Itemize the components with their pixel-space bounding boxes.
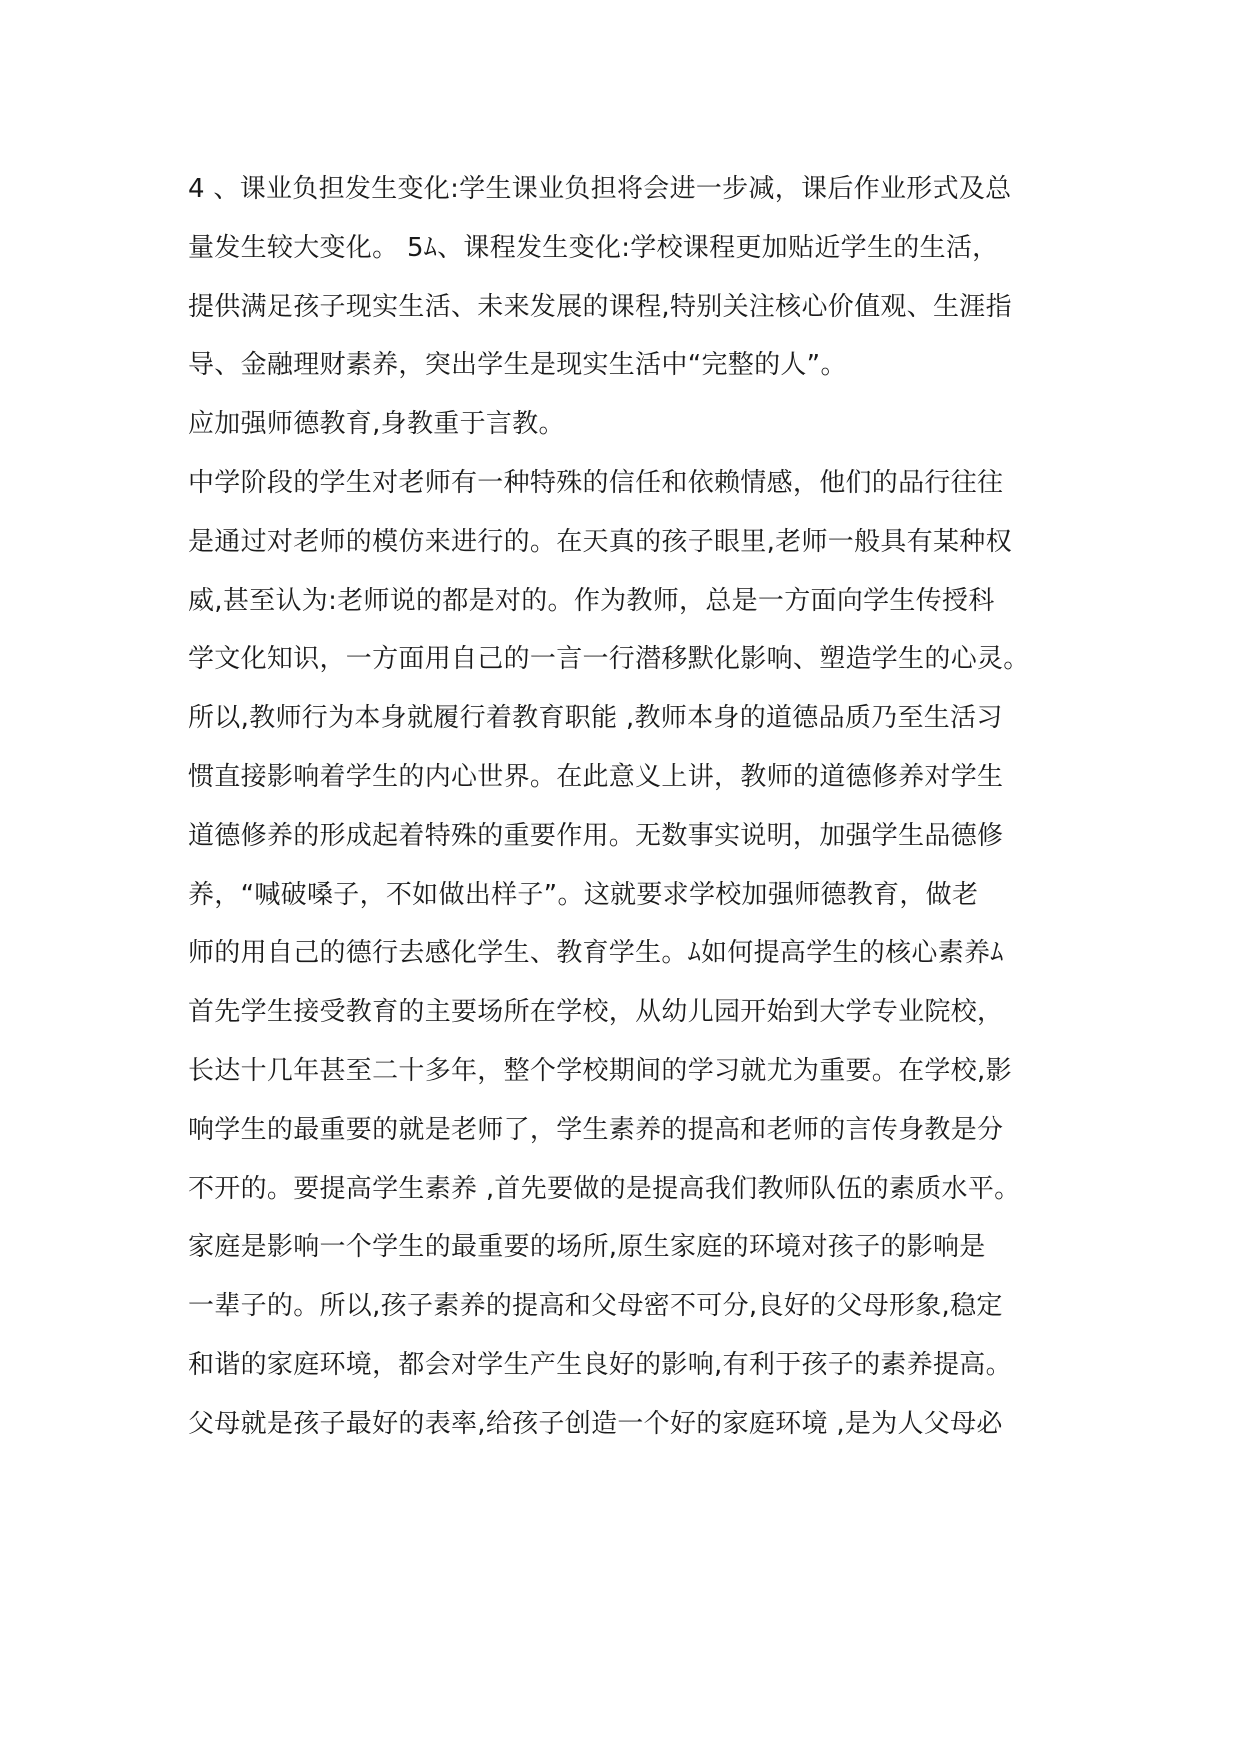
- text-line: 所以,教师行为本身就履行着教育职能 ,教师本身的道德品质乃至生活习: [188, 703, 1003, 734]
- text-line: 首先学生接受教育的主要场所在学校，从幼儿园开始到大学专业院校，: [188, 997, 1004, 1028]
- text-line: 长达十几年甚至二十多年，整个学校期间的学习就尤为重要。在学校,影: [188, 1055, 1012, 1086]
- text-line: 是通过对老师的模仿来进行的。在天真的孩子眼里,老师一般具有某种权: [188, 526, 1012, 557]
- text-line: 惯直接影响着学生的内心世界。在此意义上讲，教师的道德修养对学生: [188, 761, 1004, 792]
- text-line: 导、金融理财素养，突出学生是现实生活中“完整的人”。: [188, 350, 847, 381]
- text-line: 养，“喊破嗓子，不如做出样子”。这就要求学校加强师德教育，做老: [188, 879, 979, 910]
- text-line: 应加强师德教育,身教重于言教。: [188, 409, 565, 440]
- text-line: 和谐的家庭环境，都会对学生产生良好的影响,有利于孩子的素养提高。: [188, 1349, 1012, 1380]
- text-line: 量发生较大变化。 5ﾑ、课程发生变化:学校课程更加贴近学生的生活，: [188, 232, 999, 263]
- document-body: [188, 160, 1068, 1454]
- text-line: 中学阶段的学生对老师有一种特殊的信任和依赖情感，他们的品行往往: [188, 467, 1004, 498]
- text-line: 不开的。要提高学生素养 ,首先要做的是提高我们教师队伍的素质水平。: [188, 1173, 1021, 1204]
- text-line: 学文化知识，一方面用自己的一言一行潜移默化影响、塑造学生的心灵。: [188, 644, 1030, 675]
- text-line: 提供满足孩子现实生活、未来发展的课程,特别关注核心价值观、生涯指: [188, 291, 1012, 322]
- text-line: 道德修养的形成起着特殊的重要作用。无数事实说明，加强学生品德修: [188, 820, 1004, 851]
- text-line: 4 、课业负担发生变化:学生课业负担将会进一步减，课后作业形式及总: [188, 174, 1012, 204]
- text-line: 父母就是孩子最好的表率,给孩子创造一个好的家庭环境 ,是为人父母必: [188, 1408, 1003, 1439]
- text-line: 响学生的最重要的就是老师了，学生素养的提高和老师的言传身教是分: [188, 1114, 1004, 1145]
- text-line: 师的用自己的德行去感化学生、教育学生。ﾑ如何提高学生的核心素养ﾑ: [188, 938, 1004, 969]
- text-line: 一辈子的。所以,孩子素养的提高和父母密不可分,良好的父母形象,稳定: [188, 1291, 1003, 1322]
- text-line: 家庭是影响一个学生的最重要的场所,原生家庭的环境对孩子的影响是: [188, 1232, 986, 1263]
- text-line: 威,甚至认为:老师说的都是对的。作为教师，总是一方面向学生传授科: [188, 585, 995, 616]
